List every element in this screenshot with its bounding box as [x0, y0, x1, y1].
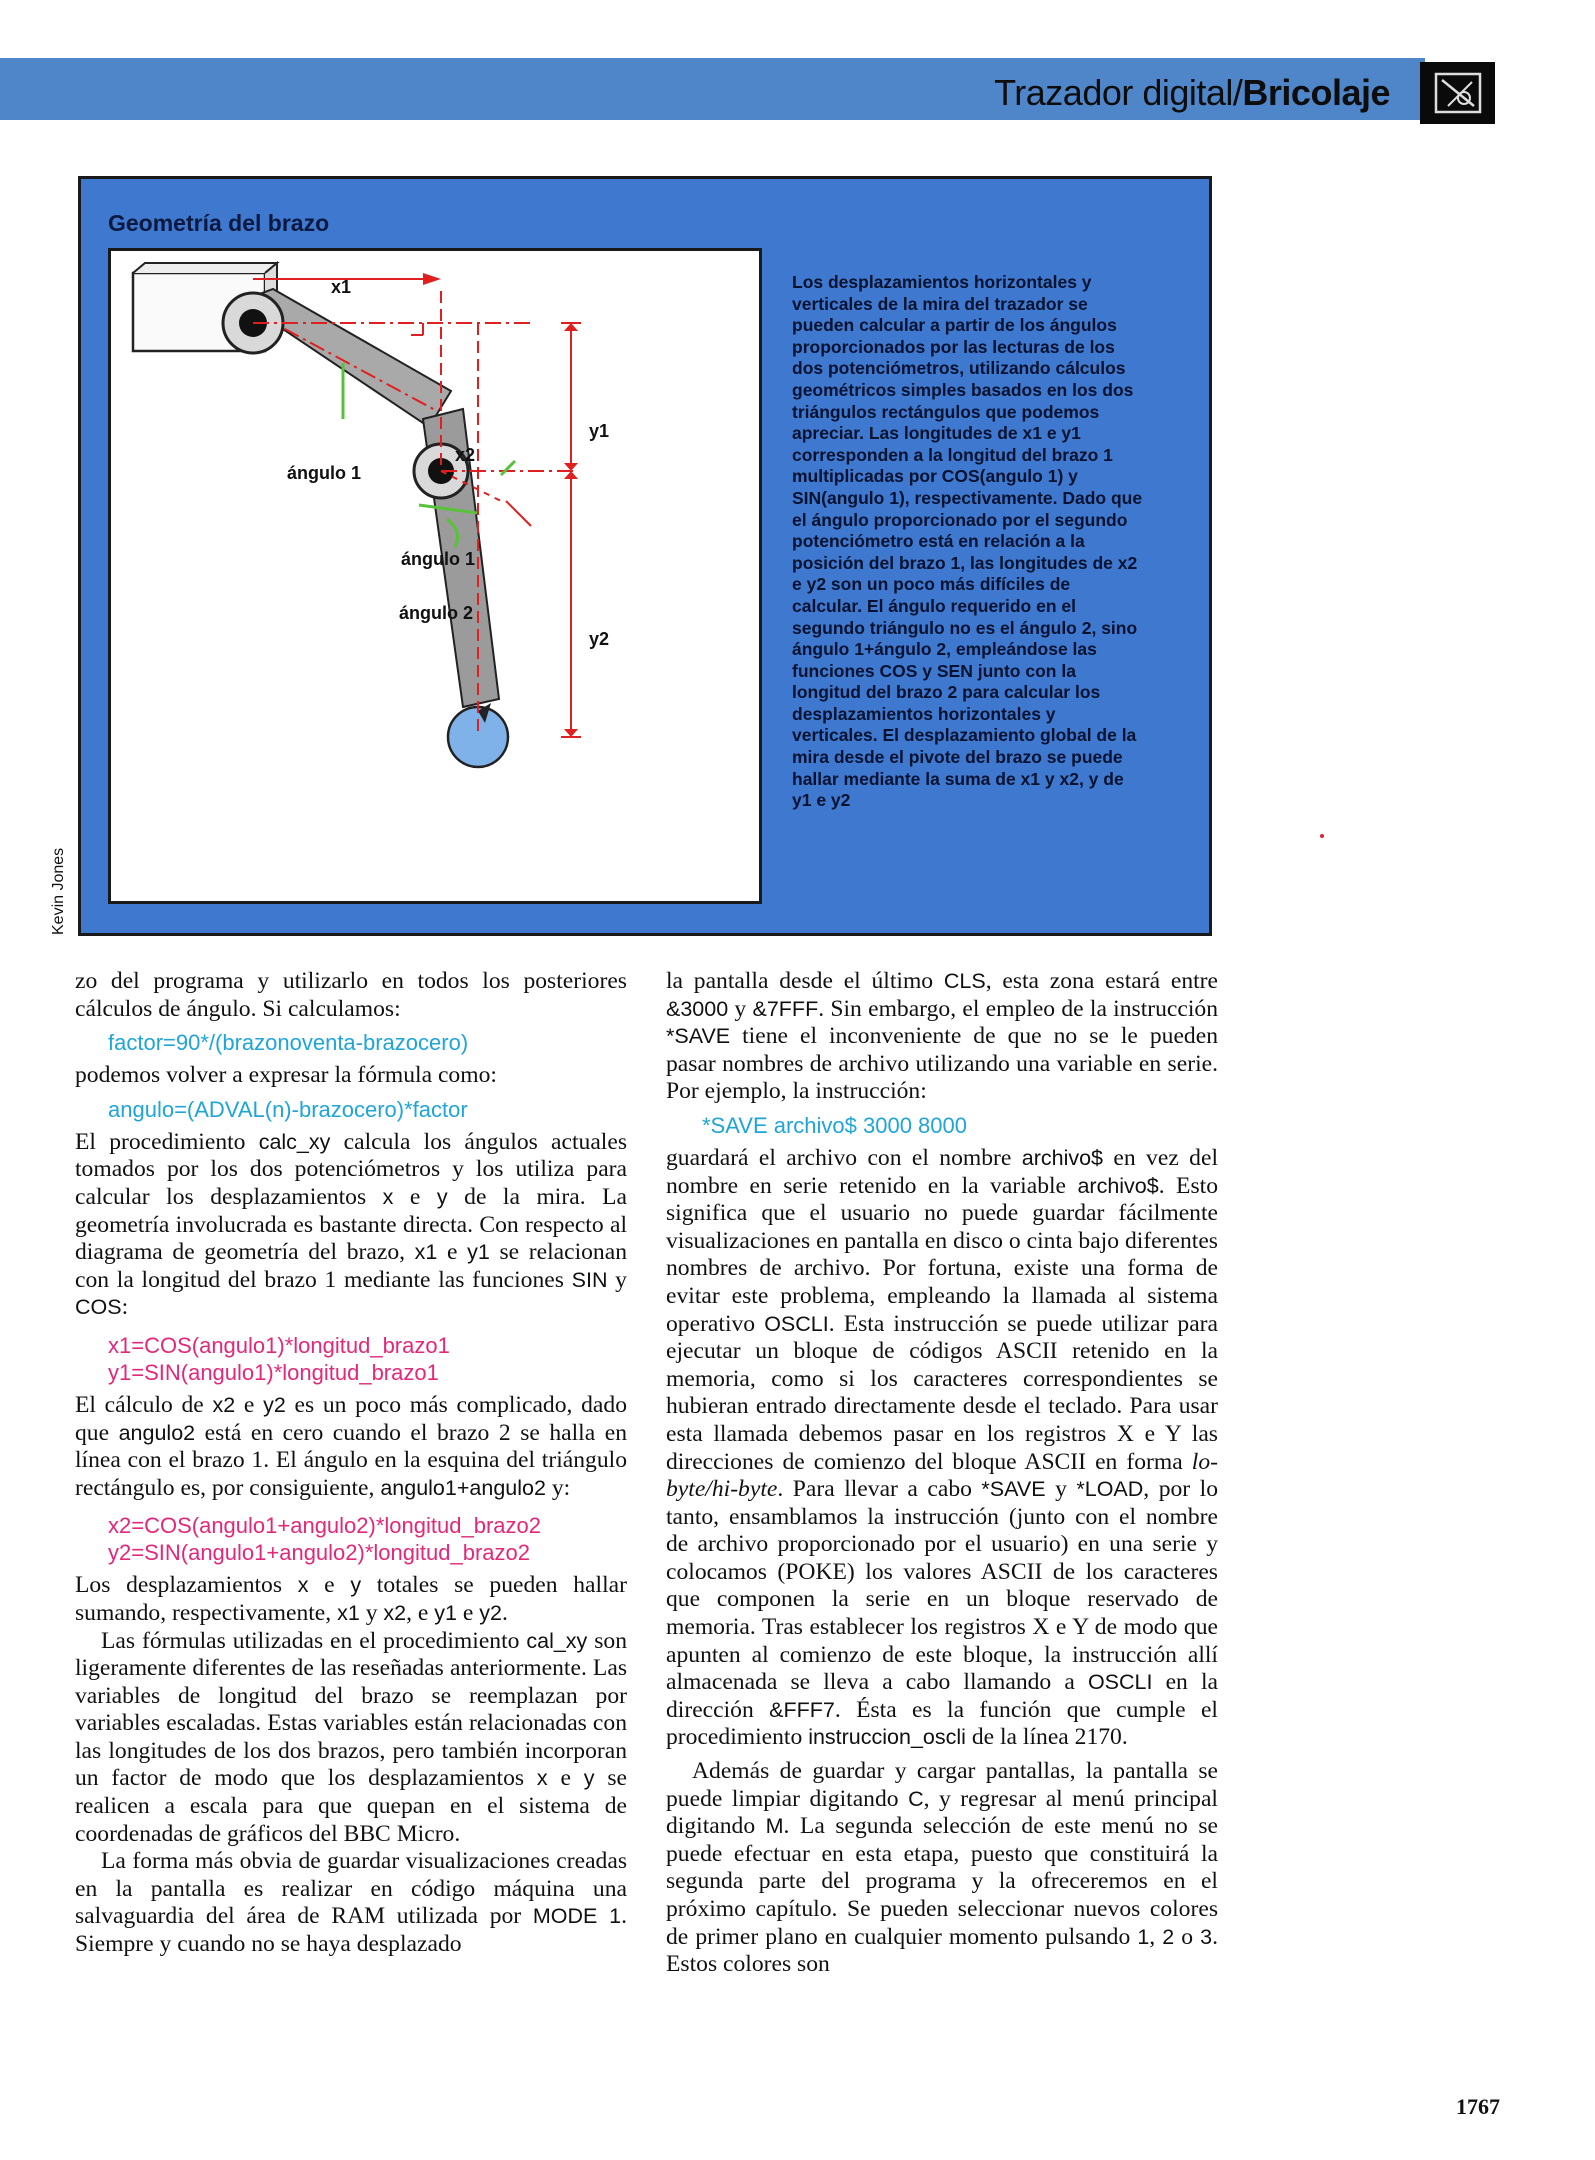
- paragraph: la pantalla desde el último CLS, esta zona estará entre &3000 y &7FFF. Sin embargo, el empleo de la instrucción *SAVE tiene el inconveniente de que no se le pueden pasar nombres de archivo utilizando una variable en serie. Por ejemplo, la instrucción:: [666, 968, 1219, 1105]
- paragraph: zo del programa y utilizarlo en todos los posteriores cálculos de ángulo. Si calculamos:: [75, 968, 627, 1022]
- header-section: Trazador digital/: [994, 72, 1243, 113]
- print-speck: [1320, 834, 1324, 838]
- code-line: y2=SIN(angulo1+angulo2)*longitud_brazo2: [108, 1540, 530, 1566]
- code-line: x2=COS(angulo1+angulo2)*longitud_brazo2: [108, 1513, 541, 1539]
- label-angle-1: ángulo 1: [287, 463, 362, 483]
- paragraph: El procedimiento calc_xy calcula los ángulos actuales tomados por los dos potenciómetros y los utiliza para calcular los desplazamientos x e y de la mira. La geometría involucrada es bastante directa. Con respecto al diagrama de geometría del brazo, x1 e y1 se relacionan con la longitud del brazo 1 mediante las funciones SIN y COS:: [75, 1128, 628, 1321]
- code-line: y1=SIN(angulo1)*longitud_brazo1: [108, 1359, 439, 1385]
- series-logo: [1420, 62, 1495, 124]
- left-column: [75, 968, 627, 1959]
- arm-geometry-diagram: [108, 248, 762, 904]
- label-x1: x1: [331, 277, 352, 297]
- header-series: Bricolaje: [1242, 72, 1390, 113]
- label-x2: x2: [455, 445, 476, 465]
- figure-caption: Los desplazamientos horizontales y verticales de la mira del trazador se pueden calcular a partir de los ángulos proporcionados por las lecturas de los dos potenciómetros, utilizando cálculos geométricos simples basados en los dos triángulos rectángulos que podemos apreciar. Las longitudes de x1 e y1 corresponden a la longitud del brazo 1 multiplicadas por COS(angulo 1) y SIN(angulo 1), respectivamente. Dado que el ángulo proporcionado por el segundo potenciómetro está en relación a la posición del brazo 1, las longitudes de x2 e y2 son un poco más difíciles de calcular. El ángulo requerido en el segundo triángulo no es el ángulo 2, sino ángulo 1+ángulo 2, empleándose las funciones COS y SEN junto con la longitud del brazo 2 para calcular los desplazamientos horizontales y verticales. El desplazamiento global de la mira desde el pivote del brazo se puede hallar mediante la suma de x1 y x2, y de y1 e y2: [792, 272, 1143, 811]
- label-y2: y2: [589, 629, 610, 649]
- paragraph: Los desplazamientos x e y totales se pueden hallar sumando, respectivamente, x1 y x2, e y1 e y2.: [75, 1572, 627, 1626]
- paragraph: guardará el archivo con el nombre archivo$ en vez del nombre en serie retenido en la variable archivo$. Esto significa que el usuario no puede guardar fácilmente visualizaciones en pantalla en disco o cinta bajo diferentes nombres de archivo. Por fortuna, existe una forma de evitar este problema, empleando la llamada al sistema operativo OSCLI. Esta instrucción se puede utilizar para ejecutar un bloque de códigos ASCII retenido en la memoria, como si los caracteres correspondientes se hubieran entrado directamente desde el teclado. Para usar esta llamada debemos pasar en los registros X e Y las direcciones de comienzo del bloque ASCII en forma lo-byte/hi-byte. Para llevar a cabo *SAVE y *LOAD, por lo tanto, ensamblamos la instrucción (junto con el nombre de archivo proporcionado por el usuario) en una serie y colocamos (POKE) los valores ASCII de los caracteres que componen la serie en un bloque reservado de memoria. Tras establecer los registros X e Y de modo que apunten al comienzo de este bloque, la instrucción allí almacenada se lleva a cabo llamando a OSCLI en la dirección &FFF7. Ésta es la función que cumple el procedimiento instruccion_oscli de la línea 2170.: [666, 1144, 1219, 1751]
- paragraph: Las fórmulas utilizadas en el procedimiento cal_xy son ligeramente diferentes de las reseñadas anteriormente. Las variables de longitud del brazo se reemplazan por variables escaladas. Estas variables están relacionadas con las longitudes de los dos brazos, pero también incorporan un factor de modo que los desplazamientos x e y se realicen a escala para que quepan en el sistema de coordenadas de gráficos del BBC Micro.: [75, 1627, 627, 1847]
- page-number: 1767: [1456, 2094, 1500, 2119]
- code-line: *SAVE archivo$ 3000 8000: [702, 1112, 967, 1138]
- running-header: [994, 72, 1390, 114]
- code-line: factor=90*/(brazonoventa-brazocero): [108, 1030, 469, 1056]
- right-column: [666, 968, 1218, 1979]
- figure-title: Geometría del brazo: [108, 210, 330, 236]
- paragraph: Además de guardar y cargar pantallas, la pantalla se puede limpiar digitando C, y regresar al menú principal digitando M. La segunda selección de este menú no se puede efectuar en esta etapa, puesto que constituirá la segunda parte del programa y la ofreceremos en el próximo capítulo. Se pueden seleccionar nuevos colores de primer plano en cualquier momento pulsando 1, 2 o 3. Estos colores son: [666, 1758, 1218, 1978]
- drafting-icon: [1434, 72, 1482, 114]
- illustration-credit: Kevin Jones: [50, 847, 67, 935]
- code-line: x1=COS(angulo1)*longitud_brazo1: [108, 1332, 450, 1358]
- paragraph: La forma más obvia de guardar visualizaciones creadas en la pantalla es realizar en código máquina una salvaguardia del área de RAM utilizada por MODE 1. Siempre y cuando no se haya desplazado: [75, 1848, 627, 1958]
- label-y1: y1: [589, 421, 610, 441]
- label-angle-1-elbow: ángulo 1: [400, 549, 475, 569]
- label-angle-2: ángulo 2: [398, 603, 473, 623]
- paragraph: El cálculo de x2 e y2 es un poco más complicado, dado que angulo2 está en cero cuando el brazo 2 se halla en línea con el brazo 1. El ángulo en la esquina del triángulo rectángulo es, por consiguiente, angulo1+angulo2 y:: [75, 1391, 628, 1501]
- code-line: angulo=(ADVAL(n)-brazocero)*factor: [108, 1096, 468, 1122]
- paragraph: podemos volver a expresar la fórmula como:: [75, 1062, 497, 1089]
- arm-diagram-svg: [111, 251, 759, 901]
